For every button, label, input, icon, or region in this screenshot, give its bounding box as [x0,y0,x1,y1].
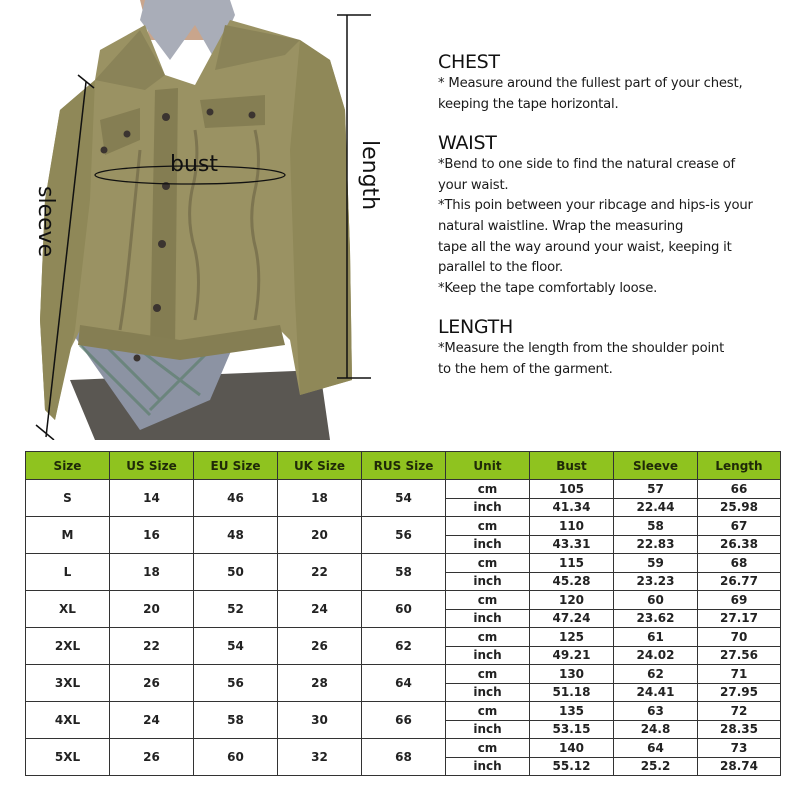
us-size-cell: 24 [110,702,194,739]
eu-size-cell: 52 [194,591,278,628]
sleeve-cm-cell: 57 [614,480,698,499]
eu-size-cell: 60 [194,739,278,776]
sleeve-inch-cell: 22.44 [614,498,698,517]
size-table-body [26,480,781,776]
guide-line: *Measure the length from the shoulder point [438,341,725,357]
unit-inch-cell: inch [446,498,530,517]
length-label: length [357,140,382,211]
bust-inch-cell: 45.28 [530,572,614,591]
size-cell: 2XL [26,628,110,665]
eu-size-cell: 50 [194,554,278,591]
uk-size-cell: 18 [278,480,362,517]
bust-cm-cell: 115 [530,554,614,573]
sleeve-inch-cell: 24.02 [614,646,698,665]
eu-size-cell: 48 [194,517,278,554]
cardigan-illustration [0,0,420,440]
eu-size-cell: 46 [194,480,278,517]
sleeve-cm-cell: 61 [614,628,698,647]
length-cm-cell: 73 [698,739,781,758]
bust-inch-cell: 41.34 [530,498,614,517]
length-inch-cell: 25.98 [698,498,781,517]
table-row [26,554,781,573]
unit-cm-cell: cm [446,517,530,536]
unit-cm-cell: cm [446,480,530,499]
unit-cm-cell: cm [446,628,530,647]
rus-size-cell: 58 [362,554,446,591]
guide-line: parallel to the floor. [438,260,563,276]
eu-size-cell: 56 [194,665,278,702]
bust-cm-cell: 135 [530,702,614,721]
size-cell: S [26,480,110,517]
bust-inch-cell: 43.31 [530,535,614,554]
unit-inch-cell: inch [446,683,530,702]
unit-cm-cell: cm [446,554,530,573]
guide-line: keeping the tape horizontal. [438,96,619,112]
unit-inch-cell: inch [446,609,530,628]
table-row [26,665,781,684]
bust-cm-cell: 120 [530,591,614,610]
guide-line: natural waistline. Wrap the measuring [438,218,684,234]
rus-size-cell: 64 [362,665,446,702]
bust-cm-cell: 125 [530,628,614,647]
header-uk-size: UK Size [278,452,362,480]
rus-size-cell: 54 [362,480,446,517]
unit-cm-cell: cm [446,665,530,684]
uk-size-cell: 30 [278,702,362,739]
unit-inch-cell: inch [446,572,530,591]
us-size-cell: 26 [110,665,194,702]
guide-section-chest [438,50,793,115]
us-size-cell: 20 [110,591,194,628]
bust-cm-cell: 110 [530,517,614,536]
uk-size-cell: 26 [278,628,362,665]
size-cell: 3XL [26,665,110,702]
rus-size-cell: 56 [362,517,446,554]
length-cm-cell: 71 [698,665,781,684]
garment-measurement-figure [0,0,420,440]
bust-label: bust [170,152,218,177]
length-inch-cell: 27.56 [698,646,781,665]
size-cell: 4XL [26,702,110,739]
us-size-cell: 16 [110,517,194,554]
length-inch-cell: 27.95 [698,683,781,702]
length-inch-cell: 26.77 [698,572,781,591]
sleeve-cm-cell: 63 [614,702,698,721]
uk-size-cell: 28 [278,665,362,702]
bust-inch-cell: 55.12 [530,757,614,776]
table-row [26,480,781,499]
length-cm-cell: 68 [698,554,781,573]
sleeve-cm-cell: 62 [614,665,698,684]
uk-size-cell: 24 [278,591,362,628]
table-row [26,591,781,610]
guide-line: *Keep the tape comfortably loose. [438,280,658,296]
size-cell: XL [26,591,110,628]
length-cm-cell: 67 [698,517,781,536]
length-cm-cell: 66 [698,480,781,499]
sleeve-cm-cell: 64 [614,739,698,758]
guide-title: WAIST [438,132,497,155]
measuring-guide [438,50,793,397]
header-rus-size: RUS Size [362,452,446,480]
bust-cm-cell: 130 [530,665,614,684]
sleeve-cm-cell: 60 [614,591,698,610]
unit-inch-cell: inch [446,757,530,776]
table-row [26,628,781,647]
sleeve-inch-cell: 25.2 [614,757,698,776]
us-size-cell: 18 [110,554,194,591]
header-sleeve: Sleeve [614,452,698,480]
table-row [26,702,781,721]
guide-line: to the hem of the garment. [438,361,613,377]
length-cm-cell: 69 [698,591,781,610]
guide-line: your waist. [438,177,509,193]
length-inch-cell: 28.74 [698,757,781,776]
eu-size-cell: 54 [194,628,278,665]
guide-section-length [438,315,793,380]
bust-cm-cell: 105 [530,480,614,499]
guide-title: CHEST [438,51,500,73]
sleeve-cm-cell: 58 [614,517,698,536]
guide-title: LENGTH [438,316,513,339]
size-cell: 5XL [26,739,110,776]
rus-size-cell: 66 [362,702,446,739]
sleeve-inch-cell: 24.41 [614,683,698,702]
unit-inch-cell: inch [446,646,530,665]
rus-size-cell: 60 [362,591,446,628]
table-row [26,517,781,536]
bust-inch-cell: 53.15 [530,720,614,739]
guide-section-waist [438,131,793,299]
sleeve-inch-cell: 23.62 [614,609,698,628]
bust-inch-cell: 49.21 [530,646,614,665]
bust-cm-cell: 140 [530,739,614,758]
us-size-cell: 26 [110,739,194,776]
sleeve-label: sleeve [33,186,58,258]
length-cm-cell: 70 [698,628,781,647]
sleeve-inch-cell: 22.83 [614,535,698,554]
guide-line: *This poin between your ribcage and hips-is your [438,198,753,214]
size-chart-table [25,451,781,776]
header-length: Length [698,452,781,480]
table-row [26,739,781,758]
table-header-row [26,452,781,480]
eu-size-cell: 58 [194,702,278,739]
header-bust: Bust [530,452,614,480]
us-size-cell: 22 [110,628,194,665]
header-us-size: US Size [110,452,194,480]
size-cell: M [26,517,110,554]
header-size: Size [26,452,110,480]
bust-inch-cell: 47.24 [530,609,614,628]
size-cell: L [26,554,110,591]
header-unit: Unit [446,452,530,480]
length-inch-cell: 26.38 [698,535,781,554]
unit-cm-cell: cm [446,591,530,610]
rus-size-cell: 62 [362,628,446,665]
length-cm-cell: 72 [698,702,781,721]
guide-line: tape all the way around your waist, keeping it [438,239,732,255]
bust-inch-cell: 51.18 [530,683,614,702]
unit-cm-cell: cm [446,739,530,758]
unit-inch-cell: inch [446,720,530,739]
sleeve-inch-cell: 23.23 [614,572,698,591]
uk-size-cell: 22 [278,554,362,591]
uk-size-cell: 32 [278,739,362,776]
us-size-cell: 14 [110,480,194,517]
guide-line: *Bend to one side to find the natural crease of [438,157,735,173]
length-inch-cell: 28.35 [698,720,781,739]
unit-inch-cell: inch [446,535,530,554]
length-inch-cell: 27.17 [698,609,781,628]
unit-cm-cell: cm [446,702,530,721]
rus-size-cell: 68 [362,739,446,776]
uk-size-cell: 20 [278,517,362,554]
guide-line: * Measure around the fullest part of your chest, [438,76,743,91]
header-eu-size: EU Size [194,452,278,480]
sleeve-inch-cell: 24.8 [614,720,698,739]
sleeve-cm-cell: 59 [614,554,698,573]
